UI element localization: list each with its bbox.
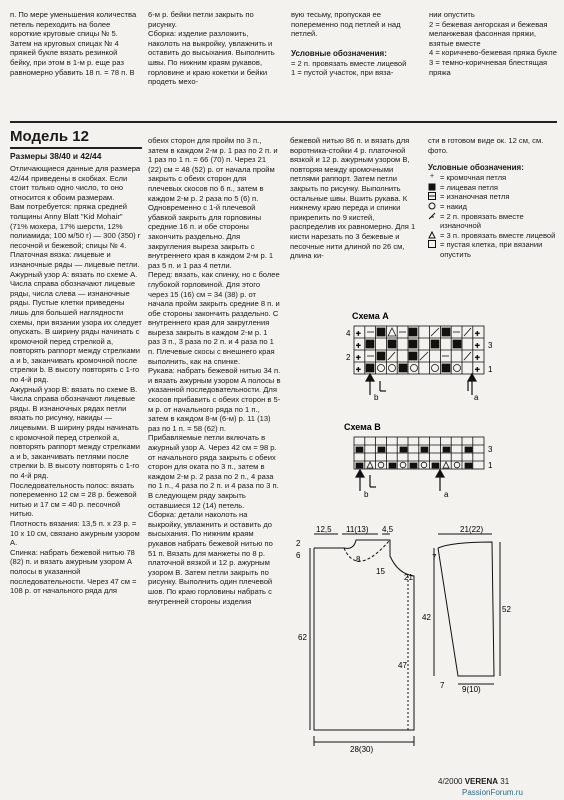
- scheme-b-row-3: 3: [488, 445, 493, 454]
- magazine-brand: VERENA: [464, 777, 499, 786]
- empty-cell-icon: [428, 240, 436, 248]
- scheme-a-symbols: [356, 328, 480, 374]
- svg-text:+: +: [475, 353, 480, 362]
- yarnover-icon: [428, 202, 436, 210]
- scheme-b-grid: [354, 437, 484, 469]
- top-legend-title: Условные обозначения:: [291, 48, 387, 58]
- section-divider: [10, 121, 557, 123]
- scheme-a-arrows: [366, 374, 476, 395]
- model-title-underline: [10, 147, 142, 149]
- legend-item-empty: = пустая клетка, при вязании опустить: [428, 240, 558, 259]
- model-title: Модель 12: [10, 128, 89, 145]
- scheme-a-row-4: 4: [346, 329, 351, 338]
- scheme-b-arrow-b: b: [364, 490, 369, 499]
- sleeve-top-width: 21(22): [460, 525, 484, 534]
- legend-item-edge: + = кромочная петля: [429, 173, 507, 183]
- sleeve-extra-width: 7: [440, 681, 445, 690]
- purl-stitch-icon: [428, 192, 436, 200]
- scheme-b-arrows: [356, 470, 444, 491]
- svg-text:+: +: [475, 341, 480, 350]
- legend-item-k3tog: = 3 п. провязать вместе лицевой: [428, 231, 558, 241]
- scheme-b-row-1: 1: [488, 461, 493, 470]
- sleeve-height: 42: [422, 613, 431, 622]
- legend-title: Условные обозначения:: [428, 163, 524, 173]
- model-col3-text: бежевой нитью 86 п. и вязать для воротника-стойки 4 р. платочной вязкой и 12 р. ажурным узором В, повторяя между кромочными петлями раппорт. Затем петли закрыть по рисунку. Выполнить остальные швы. Вшить рукава. К нижнему краю переда и спинки прикрепить по 9 кистей, распределив их равномерно. Для 1 кисти нарезать по 3 бежевые и песочные нити длиной по 26 см, длина ки-: [290, 136, 416, 261]
- scheme-a-arrow-b: b: [374, 393, 379, 402]
- svg-text:+: +: [475, 365, 480, 374]
- scheme-b-symbols: [356, 447, 472, 468]
- scheme-a-title: Схема А: [352, 311, 389, 321]
- scheme-a-arrow-a: a: [474, 393, 479, 402]
- scheme-a-row-3: 3: [488, 341, 493, 350]
- top-legend-text: = 2 п. провязать вместе лицевой 1 = пустой участок, при вяза-: [291, 58, 407, 78]
- model-col4-text: сти в готовом виде ок. 12 см, см. фото.: [428, 136, 544, 155]
- back-half-width: 28(30): [350, 745, 374, 754]
- watermark: PassionForum.ru: [462, 788, 523, 797]
- svg-text:+: +: [356, 353, 361, 362]
- model-col2-text: обеих сторон для пройм по 3 п., затем в каждом 2-м р. 1 раз по 2 п. и 1 раз по 1 п. = 66 (70) п. Через 21 (22) см = 48 (52) р. от начала пройм закрыть с обеих сторон для плечевых скосов по 6 п., затем в каждом 2-м р. 2 раза по 5 (6) п. Одновременно с 1-й плечевой убавкой закрыть для горловины средние 16 п. и обе стороны закончить раздельно. Для закругления выреза закрыть с внутреннего края в каждом 2-м р. 1 раз 5 п. и 1 раз 4 петли. Перед: вязать, как спинку, но с более глубокой горловиной. Для этого через 15 (16) см = 34 (38) р. от начала пройм закрыть средние 8 п. и обе стороны закончить раздельно. С внутреннего края для закругления выреза закрыть в каждом 2-м р. 1 раз 3 п., 3 раза по 2 п. и 4 раза по 1 п. Плечевые скосы с внешнего края выполнить, как на спинке. Рукава: набрать бежевой нитью 34 п. и вязать ажурным узором А полосы в указанной последовательности. Для скосов прибавить с обеих сторон в 5-м р. от начального ряда по 1 п., затем в каждом 8-м (6-м) р. 11 (13) раз по 1 п. = 58 (62) п. Прибавляемые петли включать в ажурный узор А. Через 42 см = 98 р. от начального ряда закрыть с обеих сторон для оката по 3 п., затем в каждом 2-м р. 2 раза по 2 п., 4 раза по 1 п., 4 раза по 2 п. и 4 раза по 3 п. В следующем ряду закрыть оставшиеся 12 (14) петель. Сборка: детали наколоть на выкройку, увлажнить и оставить до высыхания. По нижним краям рукавов набрать бежевой нитью по 51 п. Вязать для манжеты по 8 р. платочной вязкой и 12 р. ажурным узором В. Затем петли закрыть по рисунку. Выполнить один плечевой шов. По краю горловины набрать с внутренней стороны изделия: [148, 136, 281, 606]
- sleeve-cap-width: 7: [432, 553, 437, 562]
- legend-item-knit: = лицевая петля: [428, 183, 558, 193]
- front-neck-height: 15: [376, 567, 385, 576]
- legend-item-k2tog-purl: = 2 п. провязать вместе изнаночной: [428, 212, 558, 231]
- back-side-width: 4,5: [382, 525, 394, 534]
- scheme-a-row-1: 1: [488, 365, 493, 374]
- scheme-b-arrow-a: a: [444, 490, 449, 499]
- svg-text:+: +: [356, 341, 361, 350]
- top-col3-text: вую тесьму, пропуская ее попеременно под петлей и над петлей.: [291, 10, 401, 39]
- sleeve-total-height: 52: [502, 605, 511, 614]
- top-col2-text: 6-м р. бейки петли закрыть по рисунку. Сборка: изделие разложить, наколоть на выкройку, увлажнить и оставить до высыхания. Выполнить швы. По нижним краям рукавов, горловине и краю кокетки и бейки продеть мехо-: [148, 10, 275, 87]
- back-total-height: 62: [298, 633, 307, 642]
- legend-item-yarnover: = накид: [428, 202, 558, 212]
- model-sizes: Размеры 38/40 и 42/44: [10, 151, 102, 161]
- edge-stitch-icon: +: [429, 173, 435, 181]
- svg-text:+: +: [356, 365, 361, 374]
- page-footer: [438, 777, 509, 786]
- svg-text:+: +: [475, 329, 480, 338]
- knit-stitch-icon: [428, 183, 436, 191]
- back-front-pattern: [310, 534, 414, 746]
- svg-text:+: +: [356, 329, 361, 338]
- k2tog-purl-icon: [428, 212, 436, 220]
- sleeve-cuff-width: 9(10): [462, 685, 481, 694]
- back-neck-width: 11(13): [346, 525, 369, 534]
- top-col4-text: нии опустить 2 = бежевая ангорская и бежевая меланжевая фасонная пряжи, взятые вместе 4 = коричнево-бежевая пряжа букле 3 = темно-коричневая блестящая пряжа: [429, 10, 557, 77]
- pattern-diagrams: [282, 520, 564, 760]
- back-armhole-height: 21: [404, 573, 413, 582]
- back-shoulder-drop: 6: [296, 551, 301, 560]
- back-shoulder-width: 12,5: [316, 525, 332, 534]
- issue-number: 4/2000: [438, 777, 463, 786]
- scheme-b-title: Схема В: [344, 422, 381, 432]
- page-number: 31: [500, 777, 510, 786]
- top-col1-text: п. По мере уменьшения количества петель переходить на более короткие круговые спицы № 5. Затем на круговых спицах № 4 пряжей букле вязать резинкой бейку, при этом в 1-м р. еще раз равномерно убавить 18 п. = 78 п. В: [10, 10, 137, 77]
- knitting-schemes: [290, 305, 558, 535]
- scheme-a-row-2: 2: [346, 353, 351, 362]
- front-neck-depth: 8: [356, 555, 361, 564]
- sleeve-pattern: [434, 534, 500, 684]
- back-body-height: 47: [398, 661, 407, 670]
- back-neck-depth: 2: [296, 539, 301, 548]
- model-col1-text: Отличающиеся данные для размера 42/44 приведены в скобках. Если стоит только одно число, то оно относится к обоим размерам. Вам потребуется: пряжа средней толщины Anny Blatt "Kid Mohair" (71% мохера, 17% шерсти, 12% полиамида; 100 м/50 г) — 300 (350) г песочной и бежевой; спицы № 4. Платочная вязка: лицевые и изнаночные ряды — лицевые петли. Ажурный узор А: вязать по схеме А. Числа справа обозначают лицевые ряды, числа слева — изнаночные ряды. Пустые клетки приведены лишь для большей наглядности схемы, при вязании узора их следует опускать. В ширину ряды начинать с кромочной перед стрелкой a, повторять раппорт между стрелками a и b, заканчивать кромочной после стрелки b. В высоту повторять с 1-го по 4-й ряд. Ажурный узор В: вязать по схеме В. Числа справа обозначают лицевые ряды. В изнаночных рядах петли вязать по рисунку, накиды — лицевыми. В ширину ряды начинать с кромочной перед стрелкой a, повторять раппорт между стрелками a и b, заканчивать петлями после стрелки b. В высоту повторять с 1-го по 4-й ряд. Последовательность полос: вязать попеременно 12 см = 28 р. бежевой нитью и 17 см = 40 р. песочной нитью. Плотность вязания: 13,5 п. х 23 р. = 10 х 10 см, связано ажурным узором А. Спинка: набрать бежевой нитью 78 (82) п. и вязать ажурным узором А полосы в указанной последовательности. Через 47 см = 108 р. от начального ряда для: [10, 164, 142, 596]
- legend-item-purl: = изнаночная петля: [428, 192, 558, 202]
- k3tog-icon: [428, 231, 436, 239]
